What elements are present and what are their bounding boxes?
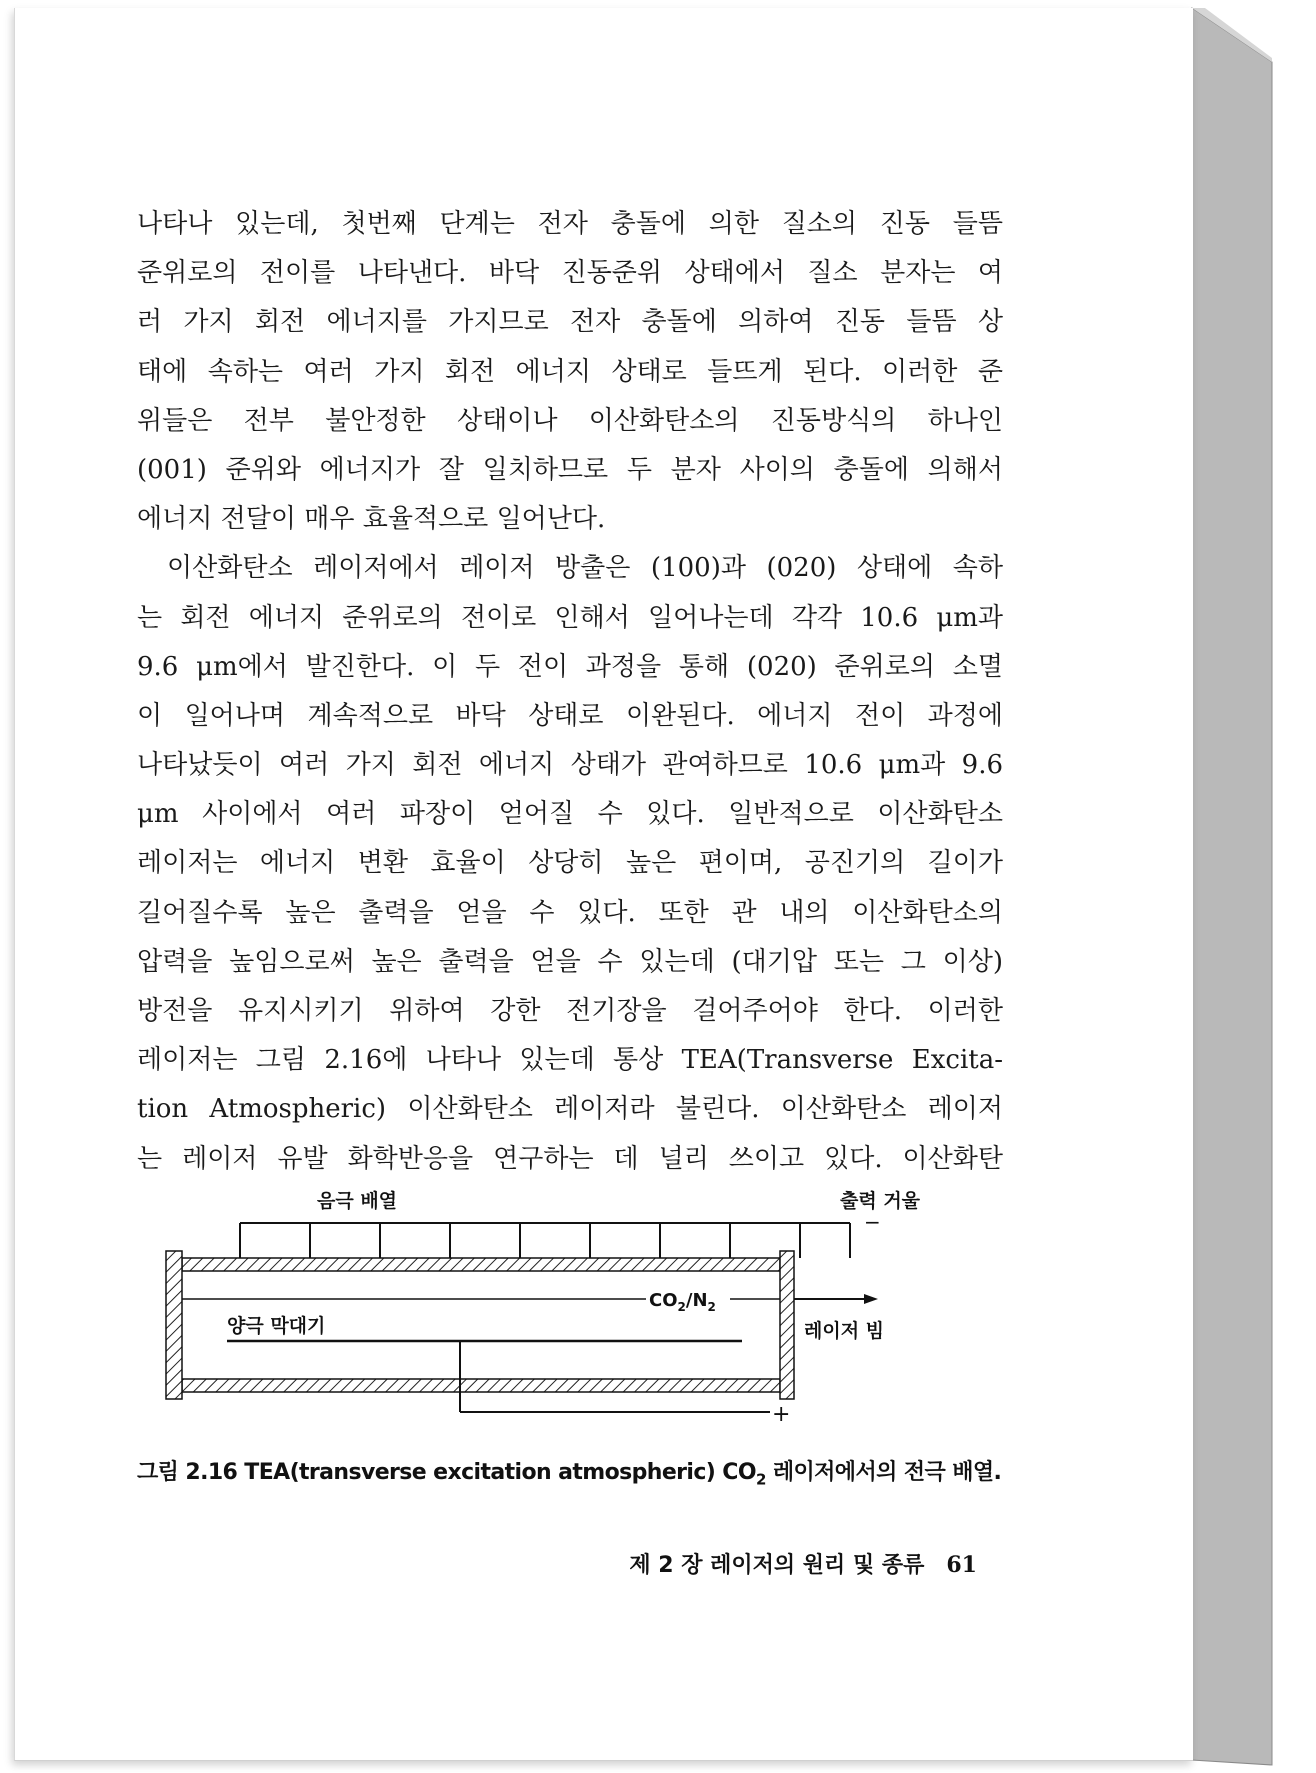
text-line: 위들은 전부 불안정한 상태이나 이산화탄소의 진동방식의 하나인 [137,405,1003,436]
text-line: 러 가지 회전 에너지를 가지므로 전자 충돌에 의하여 진동 들뜸 상 [137,307,1003,338]
output-mirror-label: 출력 거울 [840,1190,921,1212]
anode-lead [460,1341,770,1412]
text-line: 레이저는 그림 2.16에 나타나 있는데 통상 TEA(Transverse Excita- [137,1045,1003,1076]
electrode-arrangement-figure [162,1185,1002,1445]
tube-top-wall [182,1258,780,1271]
plus-sign: + [772,1402,791,1427]
text-line: (001) 준위와 에너지가 잘 일치하므로 두 분자 사이의 충돌에 의해서 [137,454,1003,485]
page-number: 61 [946,1552,977,1578]
text-line: 9.6 μm에서 발진한다. 이 두 전이 과정을 통해 (020) 준위로의 소멸 [137,651,1003,682]
text-line: 는 회전 에너지 준위로의 전이로 인해서 일어나는데 각각 10.6 μm과 [137,602,1003,633]
text-line: 레이저는 에너지 변환 효율이 상당히 높은 편이며, 공진기의 길이가 [137,848,1003,879]
text-line: 준위로의 전이를 나타낸다. 바닥 진동준위 상태에서 질소 분자는 여 [137,258,1003,289]
tube-bottom-wall [182,1379,780,1392]
output-mirror [780,1251,794,1399]
rear-mirror [166,1251,182,1399]
text-line: 길어질수록 높은 출력을 얻을 수 있다. 또한 관 내의 이산화탄소의 [137,897,1003,928]
text-line: 이 일어나며 계속적으로 바닥 상태로 이완된다. 에너지 전이 과정에 [137,700,1003,731]
text-line: 방전을 유지시키기 위하여 강한 전기장을 걸어주어야 한다. 이러한 [137,996,1003,1026]
laser-beam-label: 레이저 빔 [804,1320,885,1342]
text-line: tion Atmospheric) 이산화탄소 레이저라 불린다. 이산화탄소 레이저 [137,1094,1003,1125]
gas-label: $CO_2/N_2$ [649,1290,716,1314]
text-line: 압력을 높임으로써 높은 출력을 얻을 수 있는데 (대기압 또는 그 이상) [137,946,1003,977]
text-line: 에너지 전달이 매우 효율적으로 일어난다. [137,504,606,535]
anode-label: 양극 막대기 [227,1315,326,1337]
text-line: 이산화탄소 레이저에서 레이저 방출은 (100)과 (020) 상태에 속하 [167,553,1003,584]
cathode-label: 음극 배열 [317,1190,398,1212]
chapter-title: 제 2 장 레이저의 원리 및 종류 [629,1553,925,1578]
text-line: 나타나 있는데, 첫번째 단계는 전자 충돌에 의한 질소의 진동 들뜸 [137,209,1003,239]
text-line: μm 사이에서 여러 파장이 얻어질 수 있다. 일반적으로 이산화탄소 [137,799,1003,830]
cathode-array [240,1223,850,1258]
laser-beam-arrow [794,1294,878,1304]
text-line: 는 레이저 유발 화학반응을 연구하는 데 널리 쓰이고 있다. 이산화탄 [137,1143,1003,1174]
body-text [137,200,1003,1184]
text-line: 나타났듯이 여러 가지 회전 에너지 상태가 관여하므로 10.6 μm과 9.6 [137,750,1003,781]
text-line: 태에 속하는 여러 가지 회전 에너지 상태로 들뜨게 된다. 이러한 준 [137,356,1003,387]
page-footer [629,1548,977,1579]
figure-caption: 그림 2.16 TEA(transverse excitation atmospheric) $CO_2$ 레이저에서의 전극 배열. [137,1460,1002,1489]
minus-sign: − [864,1210,881,1234]
